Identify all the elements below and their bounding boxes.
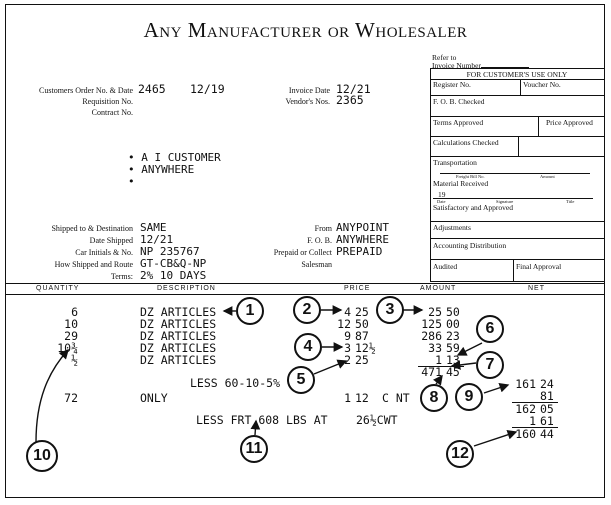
vendor-label: Vendor's Nos. <box>285 97 330 106</box>
title-sub-label: Title <box>566 199 575 204</box>
price-cents-1: 25 <box>355 305 369 319</box>
register-label: Register No. <box>433 80 471 89</box>
callout-6: 6 <box>476 315 504 343</box>
fob-label: F. O. B. <box>307 236 332 245</box>
only-quantity: 72 <box>64 391 78 405</box>
price-dollars-4: 3 <box>344 341 351 355</box>
customer-line-2: • ANYWHERE <box>128 163 195 176</box>
qty-4: 10¾ <box>57 341 78 355</box>
arrow-5 <box>314 361 346 374</box>
terms-label: Terms: <box>110 272 133 281</box>
customer-use-header: FOR CUSTOMER'S USE ONLY <box>466 70 568 79</box>
freight-bill-label: Freight Bill No. <box>456 174 485 179</box>
amount-cents-4: 59 <box>446 341 460 355</box>
price-dollars-3: 9 <box>344 329 351 343</box>
price-approved-label: Price Approved <box>546 118 593 127</box>
price-dollars-2: 12 <box>337 317 351 331</box>
order-date: 12/19 <box>190 82 225 96</box>
requisition-label: Requisition No. <box>82 97 133 106</box>
amount-dollars-2: 125 <box>421 317 442 331</box>
col-amount: AMOUNT <box>420 285 457 292</box>
less-freight: LESS FRT 608 LBS AT <box>196 413 328 427</box>
invoice-number-label: Invoice Number <box>432 61 529 70</box>
date-shipped-label: Date Shipped <box>89 236 133 245</box>
price-cents-4: 12½ <box>355 341 376 355</box>
arrow-6 <box>458 343 482 355</box>
price-dollars-5: 2 <box>344 353 351 367</box>
amount-cents-2: 00 <box>446 317 460 331</box>
calc-checked-label: Calculations Checked <box>433 138 499 147</box>
arrow-9 <box>484 385 508 393</box>
contract-label: Contract No. <box>91 108 133 117</box>
adjustments-label: Adjustments <box>433 223 471 232</box>
date-sub-label: Date <box>437 199 446 204</box>
transportation-label: Transportation <box>433 158 477 167</box>
amount-sub-label: Amount <box>540 174 555 179</box>
vendor-number: 2365 <box>336 93 364 107</box>
terms-approved-label: Terms Approved <box>433 118 484 127</box>
net-cents-1: 24 <box>540 377 554 391</box>
callout-5: 5 <box>287 366 315 394</box>
callout-9: 9 <box>455 383 483 411</box>
shipped-to-value: SAME <box>140 221 167 234</box>
final-approval-label: Final Approval <box>516 262 562 271</box>
callout-8: 8 <box>420 384 448 412</box>
voucher-label: Voucher No. <box>523 80 561 89</box>
how-shipped-label: How Shipped and Route <box>54 260 133 269</box>
fob-checked-label: F. O. B. Checked <box>433 97 485 106</box>
invoice-title: Any Manufacturer or Wholesaler <box>143 18 468 42</box>
car-value: NP 235767 <box>140 245 200 258</box>
callout-3: 3 <box>376 296 404 324</box>
shipped-to-label: Shipped to & Destination <box>51 224 133 233</box>
callout-2: 2 <box>293 296 321 324</box>
desc-5: DZ ARTICLES <box>140 353 217 367</box>
desc-1: DZ ARTICLES <box>140 305 217 319</box>
callout-11: 11 <box>240 435 268 463</box>
price-cents-2: 50 <box>355 317 369 331</box>
callout-12: 12 <box>446 440 474 468</box>
qty-1: 6 <box>71 305 78 319</box>
car-label: Car Initials & No. <box>75 248 133 257</box>
net-cents-4: 61 <box>540 414 554 428</box>
only-price-dollars: 1 <box>344 391 351 405</box>
amount-cents-3: 23 <box>446 329 460 343</box>
accounting-label: Accounting Distribution <box>433 241 507 250</box>
amount-dollars-3: 286 <box>421 329 442 343</box>
net-dollars-3: 162 <box>515 402 536 416</box>
price-dollars-1: 4 <box>344 305 351 319</box>
amount-dollars-5: 1 <box>435 353 442 367</box>
prepaid-label: Prepaid or Collect <box>273 248 332 257</box>
invoice-date-label: Invoice Date <box>288 86 330 95</box>
net-cents-3: 05 <box>540 402 554 416</box>
amount-cents-1: 50 <box>446 305 460 319</box>
callout-1: 1 <box>236 297 264 325</box>
only-unit: C NT <box>382 391 410 405</box>
only-description: ONLY <box>140 391 168 405</box>
callout-10: 10 <box>26 440 58 472</box>
satisfactory-label: Satisfactory and Approved <box>433 203 513 212</box>
from-label: From <box>314 224 332 233</box>
invoice-date: 12/21 <box>336 82 371 96</box>
from-value: ANYPOINT <box>336 221 389 234</box>
arrow-8 <box>436 376 442 384</box>
freight-rate: 26½CWT <box>356 413 398 427</box>
date-shipped-value: 12/21 <box>140 233 174 246</box>
audited-label: Audited <box>433 262 458 271</box>
order-label: Customers Order No. & Date <box>39 86 133 95</box>
amount-total-dollars: 471 <box>421 365 442 379</box>
signature-sub-label: Signature <box>496 199 514 204</box>
callout-4: 4 <box>294 333 322 361</box>
arrow-12 <box>474 432 516 446</box>
customer-line-3: • <box>128 175 142 188</box>
qty-3: 29 <box>64 329 78 343</box>
qty-5: ½ <box>71 353 78 367</box>
desc-4: DZ ARTICLES <box>140 341 217 355</box>
order-number: 2465 <box>138 82 166 96</box>
price-cents-3: 87 <box>355 329 369 343</box>
prepaid-value: PREPAID <box>336 245 383 258</box>
net-dollars-1: 161 <box>515 377 536 391</box>
qty-2: 10 <box>64 317 78 331</box>
nineteen-label: 19 <box>438 190 446 199</box>
less-discount: LESS 60-10-5% <box>190 376 281 390</box>
amount-dollars-4: 33 <box>428 341 442 355</box>
amount-cents-5: 13 <box>446 353 460 367</box>
arrow-10 <box>36 350 68 442</box>
price-cents-5: 25 <box>355 353 369 367</box>
how-shipped-value: GT-CB&Q-NP <box>140 257 207 270</box>
desc-3: DZ ARTICLES <box>140 329 217 343</box>
amount-dollars-1: 25 <box>428 305 442 319</box>
customer-line-1: • A I CUSTOMER <box>128 151 221 164</box>
fob-value: ANYWHERE <box>336 233 389 246</box>
col-description: DESCRIPTION <box>157 285 216 292</box>
terms-value: 2% 10 DAYS <box>140 269 207 282</box>
callout-7: 7 <box>476 351 504 379</box>
net-dollars-4: 1 <box>529 414 536 428</box>
net-cents-2: 81 <box>540 389 554 403</box>
col-quantity: QUANTITY <box>36 285 80 292</box>
amount-total-cents: 45 <box>446 365 460 379</box>
col-net: NET <box>528 285 545 292</box>
material-received-label: Material Received <box>433 179 489 188</box>
col-price: PRICE <box>344 285 371 292</box>
refer-to-label: Refer to <box>432 53 457 62</box>
net-cents-5: 44 <box>540 427 554 441</box>
net-dollars-5: 160 <box>515 427 536 441</box>
arrow-7 <box>452 363 476 366</box>
arrow-11 <box>255 421 256 435</box>
salesman-label: Salesman <box>301 260 332 269</box>
desc-2: DZ ARTICLES <box>140 317 217 331</box>
only-price-cents: 12 <box>355 391 369 405</box>
